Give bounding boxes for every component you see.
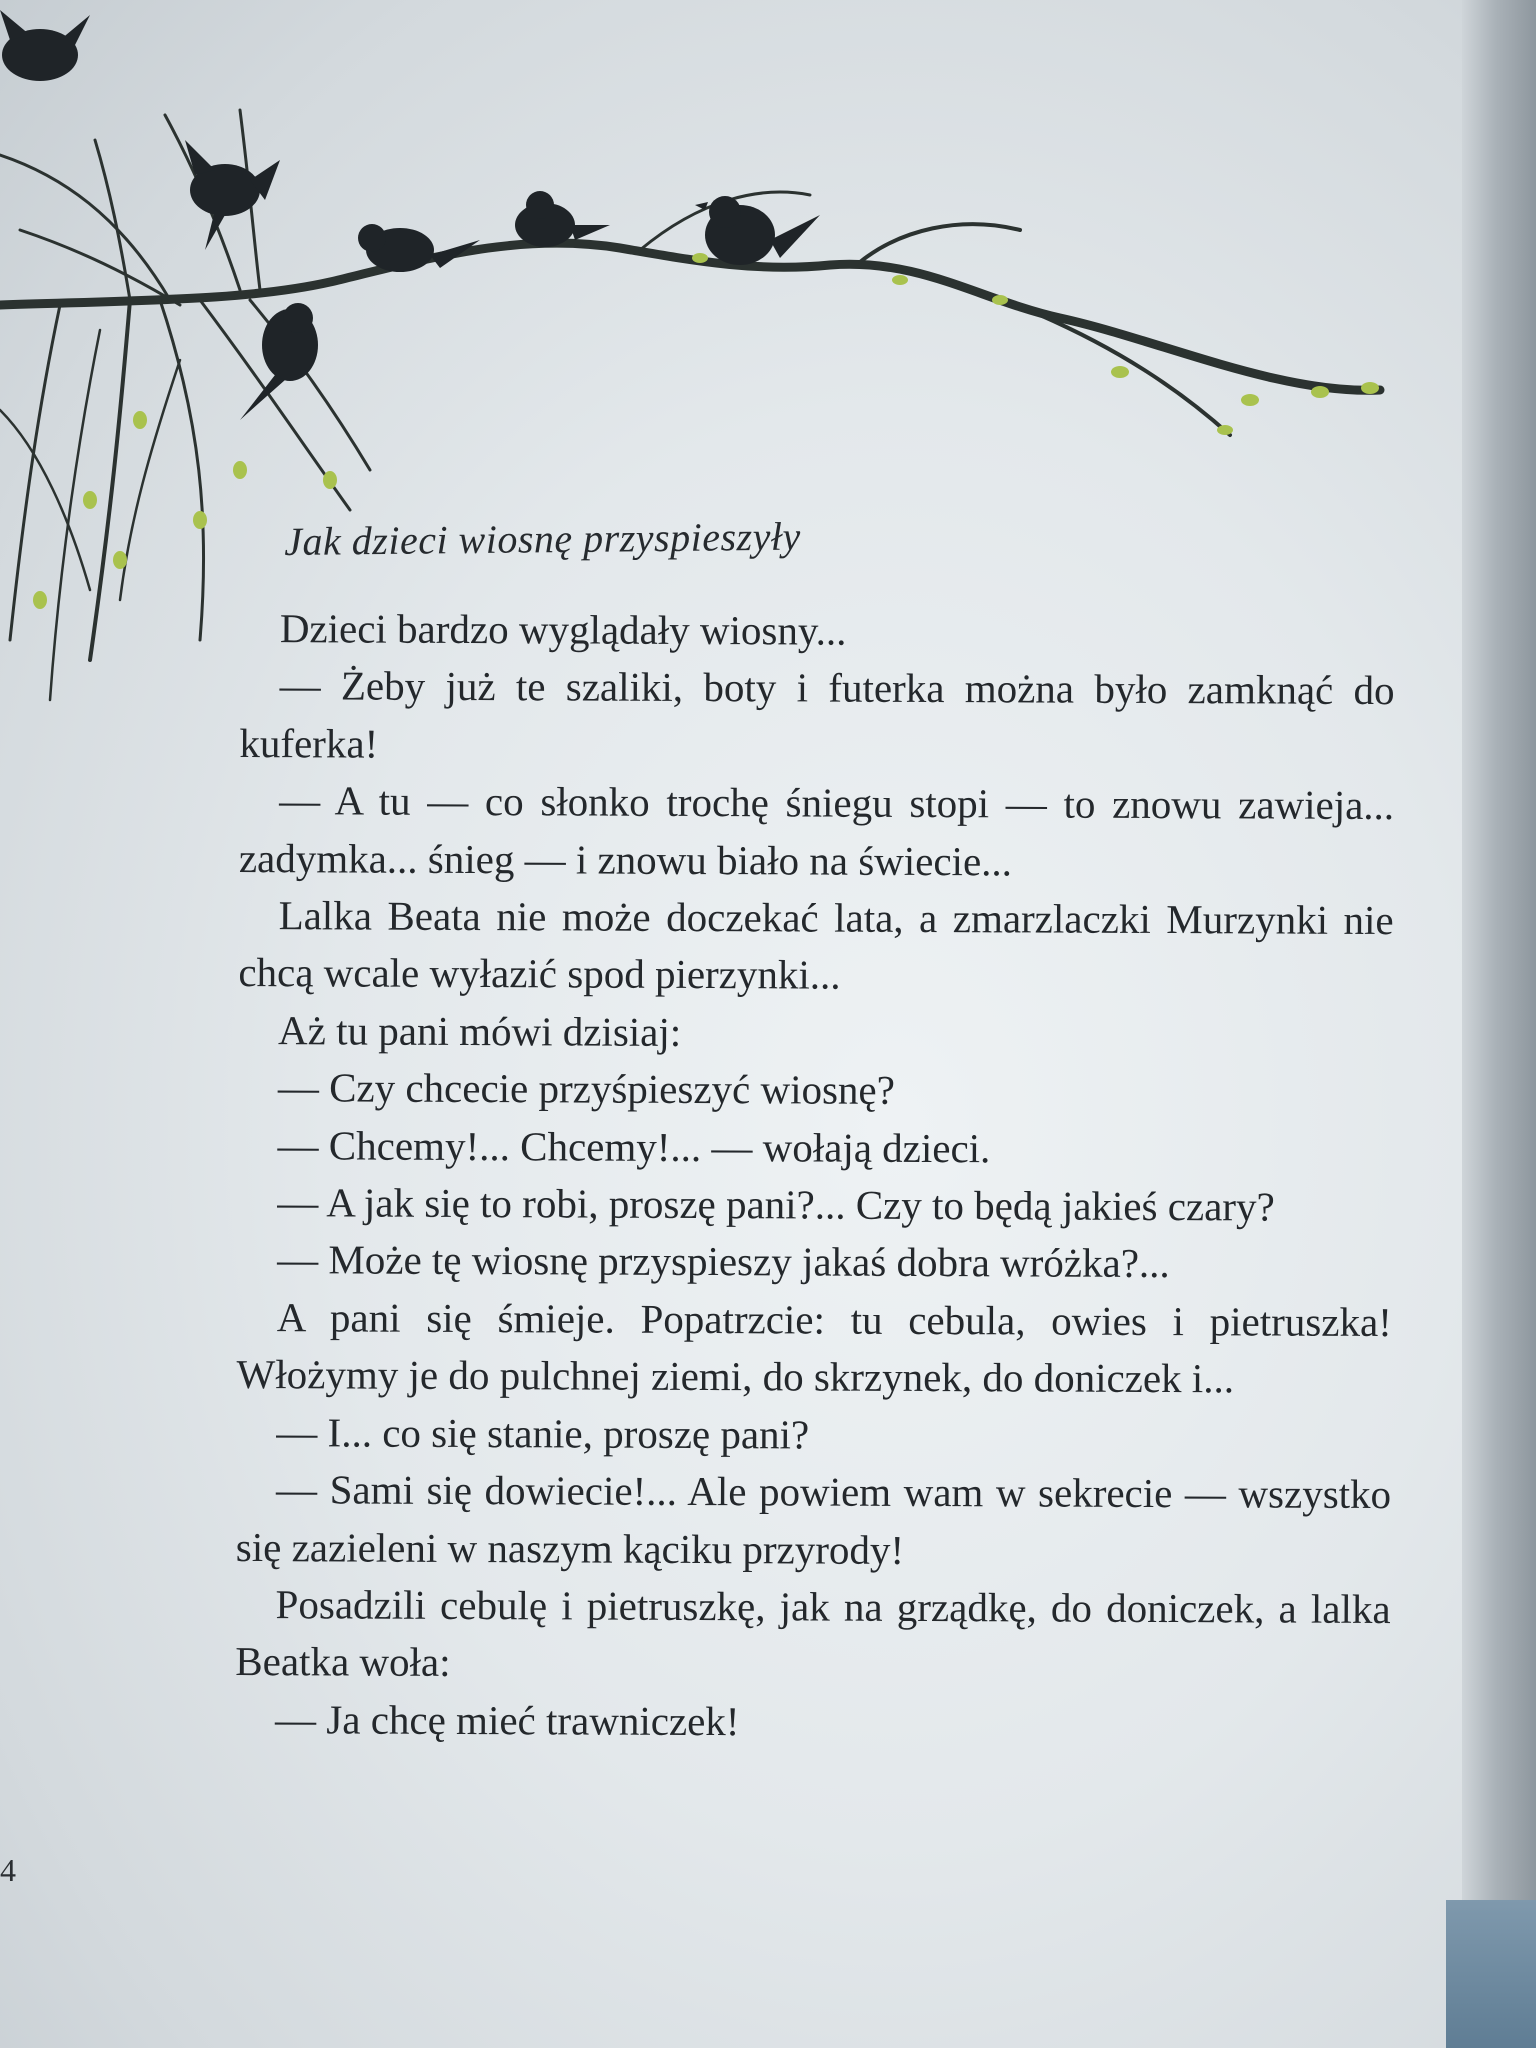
bird-silhouette: [515, 191, 610, 247]
paragraph: — Może tę wiosnę przyspieszy jakaś dobra wróżka?...: [277, 1236, 1170, 1287]
paragraph: A pani się śmieje. Popatrzcie: tu cebula, owies i pietruszka! Włożymy je do pulchnej ziemi, do skrzynek, do doniczek i...: [236, 1294, 1392, 1402]
twig: [160, 300, 204, 640]
branch-tip: [1040, 315, 1230, 435]
paragraph: — A tu — co słonko trochę śniegu stopi — to znowu zawieja... zadymka... śnieg — i znowu biało na świecie...: [238, 777, 1395, 884]
paragraph: — Ja chcę mieć trawniczek!: [275, 1695, 740, 1744]
bird-silhouette: [695, 196, 820, 265]
bud: [323, 471, 337, 489]
paragraph: Dzieci bardzo wyglądały wiosny...: [279, 605, 847, 654]
bud: [1361, 382, 1379, 394]
bud: [193, 511, 207, 529]
main-branch: [0, 243, 1380, 390]
paragraph: Posadzili cebulę i pietruszkę, jak na grządkę, do doniczek, a lalka Beatka woła:: [235, 1581, 1391, 1686]
twig: [20, 230, 180, 305]
paragraph: — I... co się stanie, proszę pani?: [276, 1408, 810, 1458]
twig: [95, 140, 130, 300]
paragraph: — Sami się dowiecie!... Ale powiem wam w sekrecie — wszystko się zazieleni w naszym kąciku przyrody!: [235, 1466, 1392, 1573]
paragraph: — Chcemy!... Chcemy!... — wołają dzieci.: [277, 1121, 991, 1171]
bud: [692, 253, 708, 263]
bud: [233, 461, 247, 479]
book-cover-edge: [1446, 1900, 1536, 2048]
twig: [10, 305, 60, 640]
page-edge: [1462, 0, 1536, 2048]
bud: [1311, 386, 1329, 398]
bud: [892, 275, 908, 285]
paragraph: — Żeby już te szaliki, boty i futerka można było zamknąć do kuferka!: [239, 662, 1395, 767]
bird-silhouette: [0, 10, 90, 81]
bud: [83, 491, 97, 509]
story-body: [235, 600, 1395, 1753]
paragraph: — Czy chcecie przyśpieszyć wiosnę?: [277, 1064, 895, 1114]
paragraph: Lalka Beata nie może doczekać lata, a zmarzlaczki Murzynki nie chcą wcale wyłazić spod pierzynki...: [238, 892, 1394, 999]
bud: [992, 295, 1008, 305]
paragraph: — A jak się to robi, proszę pani?... Czy to będą jakieś czary?: [277, 1179, 1275, 1230]
bird-silhouette: [358, 224, 480, 272]
bud: [1241, 394, 1259, 406]
bud: [1217, 425, 1233, 435]
story-title: Jak dzieci wiosnę przyspieszyły: [284, 513, 801, 564]
twig: [120, 360, 180, 600]
twig: [0, 410, 90, 590]
bud: [1111, 366, 1129, 378]
bud: [33, 591, 47, 609]
twig: [860, 224, 1020, 262]
twig: [0, 155, 170, 300]
bird-silhouette: [185, 140, 280, 250]
bud: [113, 551, 127, 569]
bud: [133, 411, 147, 429]
page-number: 4: [0, 1852, 16, 1888]
bird-silhouette: [240, 303, 318, 420]
paragraph: Aż tu pani mówi dzisiaj:: [278, 1007, 682, 1055]
